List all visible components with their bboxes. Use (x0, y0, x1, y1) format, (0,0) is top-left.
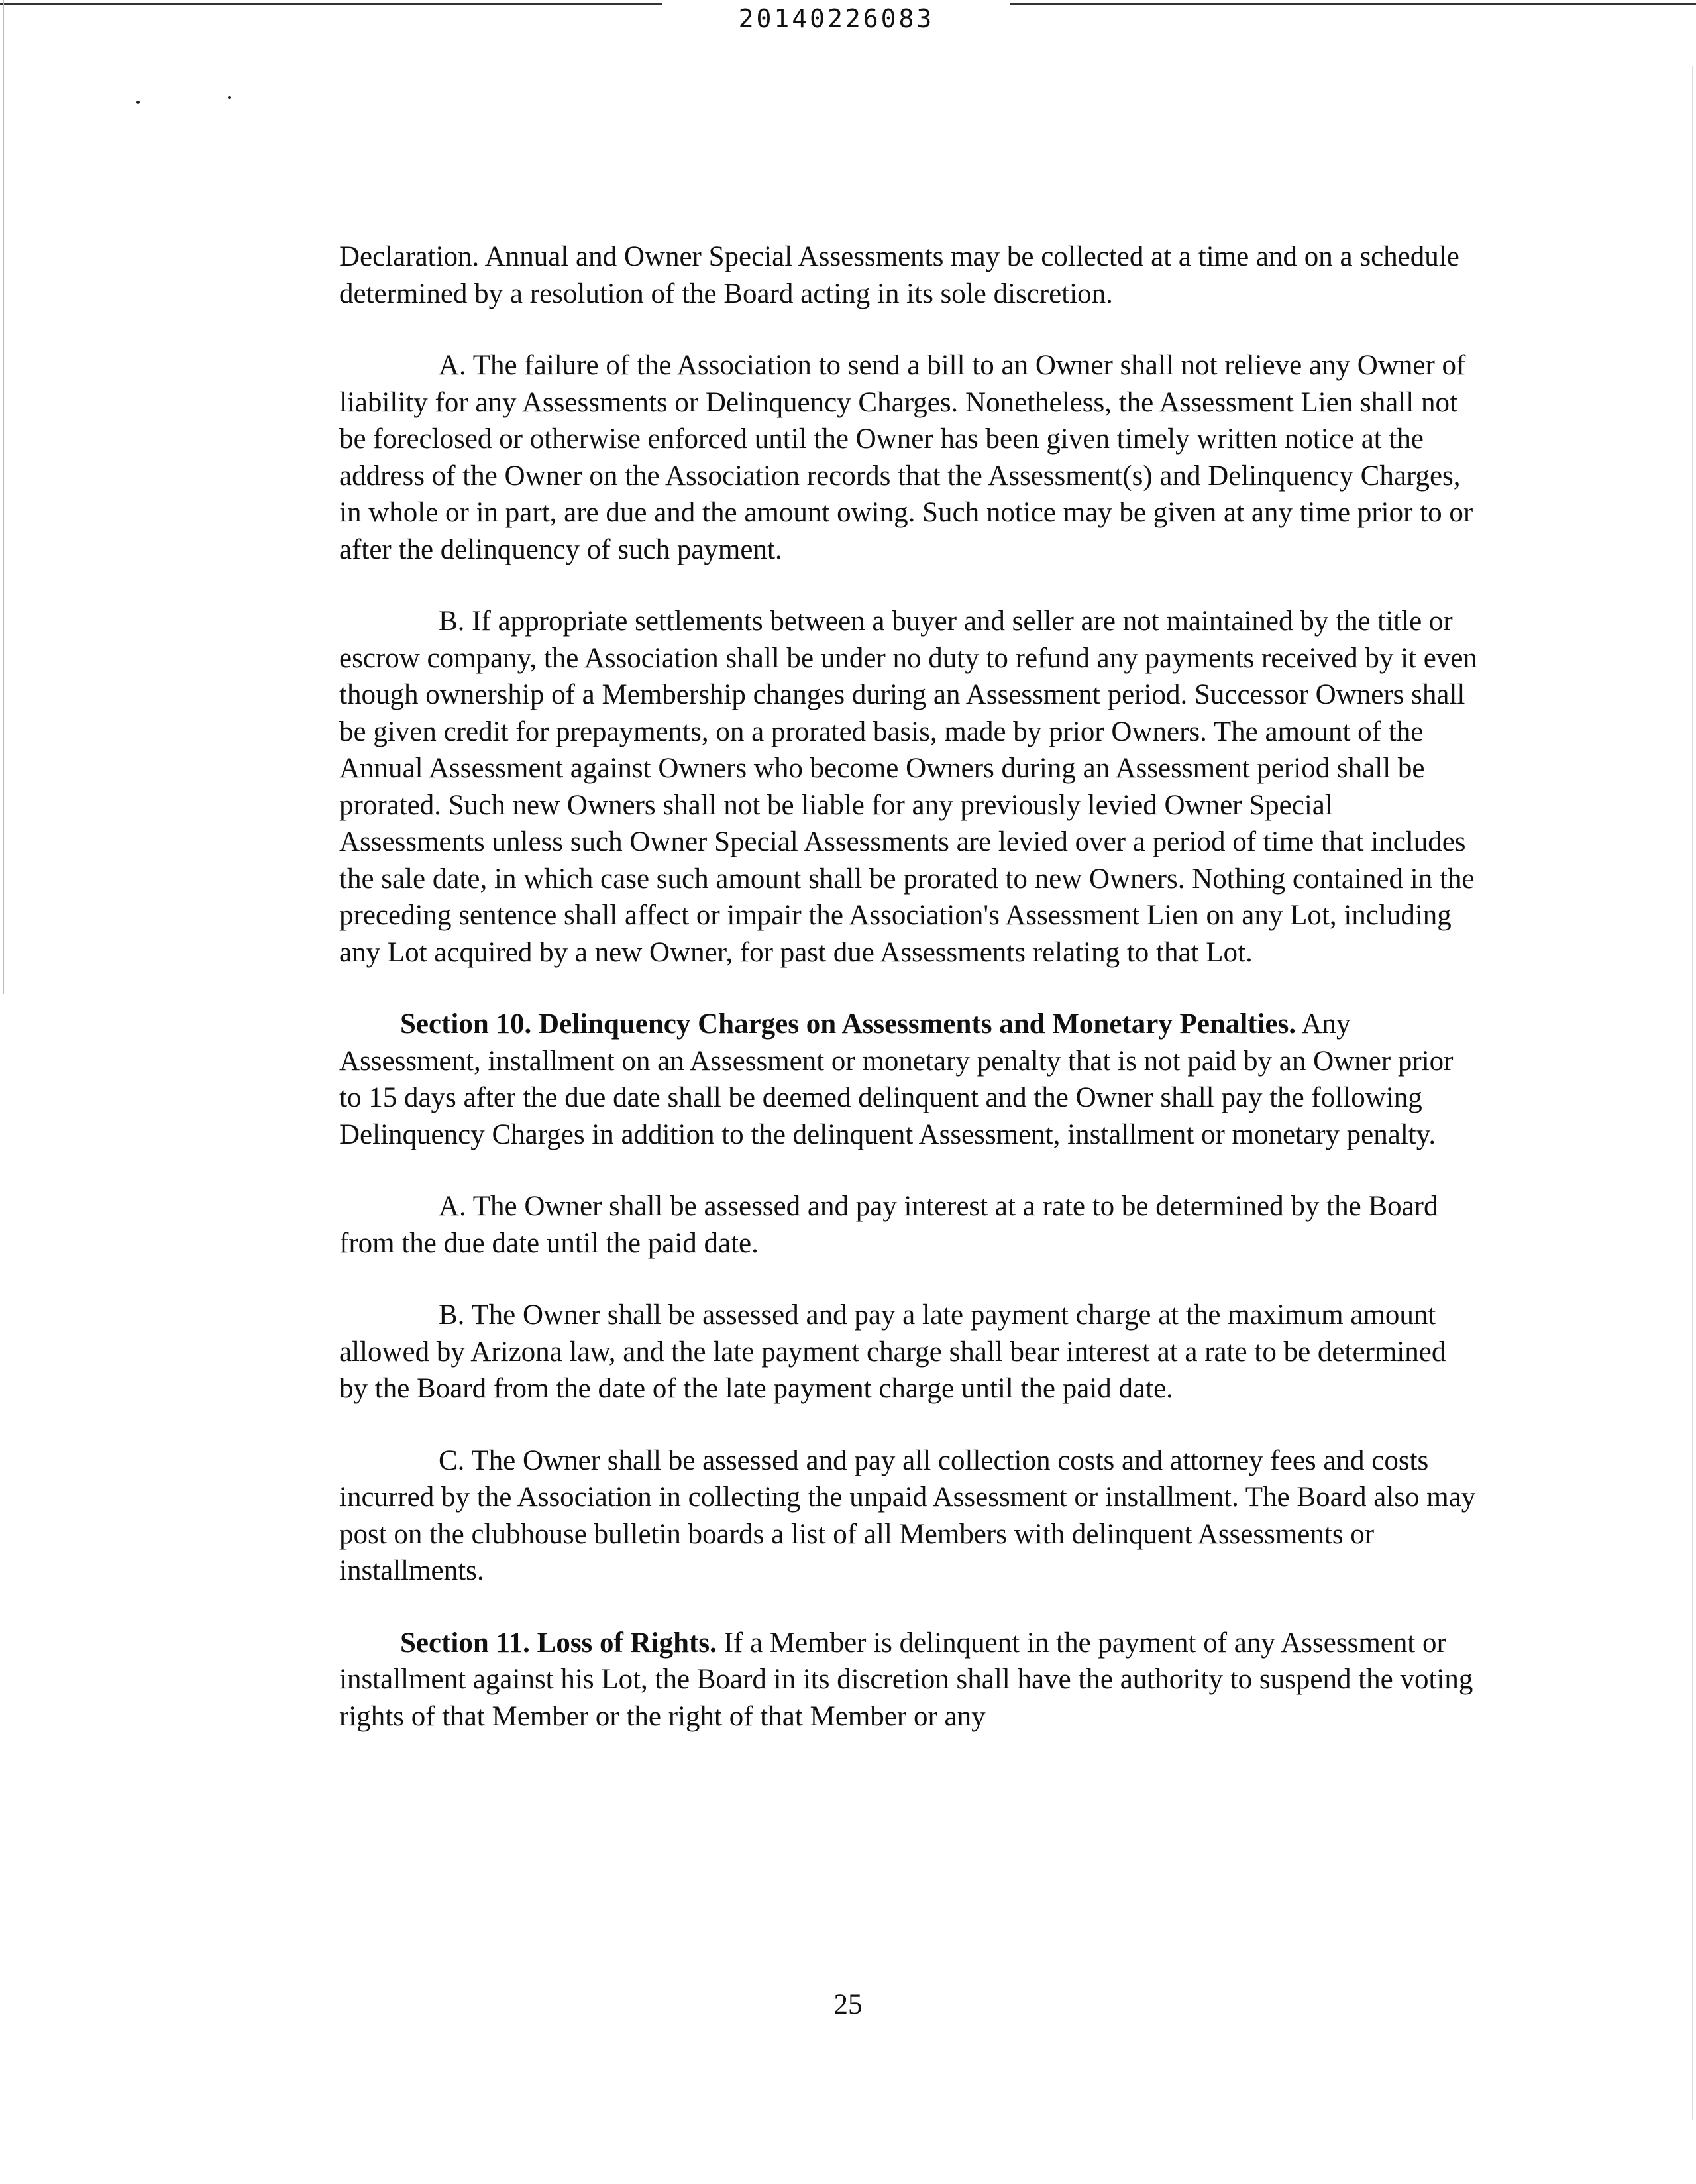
paragraph-section-10-b: B. The Owner shall be assessed and pay a late payment charge at the maximum amount allowed by Arizona law, and the late payment charge shall bear interest at a rate to be determined by the Board from the date of the late payment charge until the paid date. (339, 1299, 1446, 1404)
scan-right-edge (1692, 66, 1693, 2120)
paragraph-section-10-c: C. The Owner shall be assessed and pay all collection costs and attorney fees and costs incurred by the Association in collecting the unpaid Assessment or installment. The Board also may post on the clubhouse bulletin boards a list of all Members with delinquent Assessments or installments. (339, 1445, 1476, 1586)
scan-speck (228, 96, 231, 99)
paragraph-section-11: Section 11. Loss of Rights. If a Member is delinquent in the payment of any Assessment or installment against his Lot, the Board in its discretion shall have the authority to suspend the voting rights of that Member or the right of that Member or any (339, 1627, 1473, 1732)
paragraph-section-10: Section 10. Delinquency Charges on Assessments and Monetary Penalties. Any Assessment, installment on an Assessment or monetary penalty that is not paid by an Owner prior to 15 days after the due date shall be deemed delinquent and the Owner shall pay the following Delinquency Charges in addition to the delinquent Assessment, installment or monetary penalty. (339, 1009, 1454, 1150)
paragraph-section-10-a: A. The Owner shall be assessed and pay interest at a rate to be determined by the Board from the due date until the paid date. (339, 1191, 1438, 1259)
scan-speck (136, 101, 140, 104)
top-rule-right (1010, 3, 1696, 5)
paragraph-subsection-a-billing: A. The failure of the Association to send a bill to an Owner shall not relieve any Owner of liability for any Assessments or Delinquency Charges. Nonetheless, the Assessment Lien shall not be foreclosed or otherwise enforced until the Owner has been given timely written notice at the address of the Owner on the Association records that the Assessment(s) and Delinquency Charges, in whole or in part, are due and the amount owing. Such notice may be given at any time prior to or after the delinquency of such payment. (339, 350, 1473, 565)
section-11-heading: Section 11. Loss of Rights. (400, 1627, 717, 1659)
top-rule-left (0, 3, 662, 5)
document-body (339, 239, 1479, 1770)
paragraph-declaration: Declaration. Annual and Owner Special Assessments may be collected at a time and on a schedule determined by a resolution of the Board acting in its sole discretion. (339, 241, 1459, 309)
paragraph-subsection-b-settlements: B. If appropriate settlements between a buyer and seller are not maintained by the title or escrow company, the Association shall be under no duty to refund any payments received by it even though ownership of a Membership changes during an Assessment period. Successor Owners shall be given credit for prepayments, on a prorated basis, made by prior Owners. The amount of the Annual Assessment against Owners who become Owners during an Assessment period shall be prorated. Such new Owners shall not be liable for any previously levied Owner Special Assessments unless such Owner Special Assessments are levied over a period of time that includes the sale date, in which case such amount shall be prorated to new Owners. Nothing contained in the preceding sentence shall affect or impair the Association's Assessment Lien on any Lot, including any Lot acquired by a new Owner, for past due Assessments relating to that Lot. (339, 606, 1477, 968)
section-10-heading: Section 10. Delinquency Charges on Assessments and Monetary Penalties. (400, 1009, 1297, 1040)
scan-left-edge (3, 0, 4, 994)
page-number: 25 (833, 1989, 863, 2020)
recording-number: 20140226083 (738, 4, 935, 33)
